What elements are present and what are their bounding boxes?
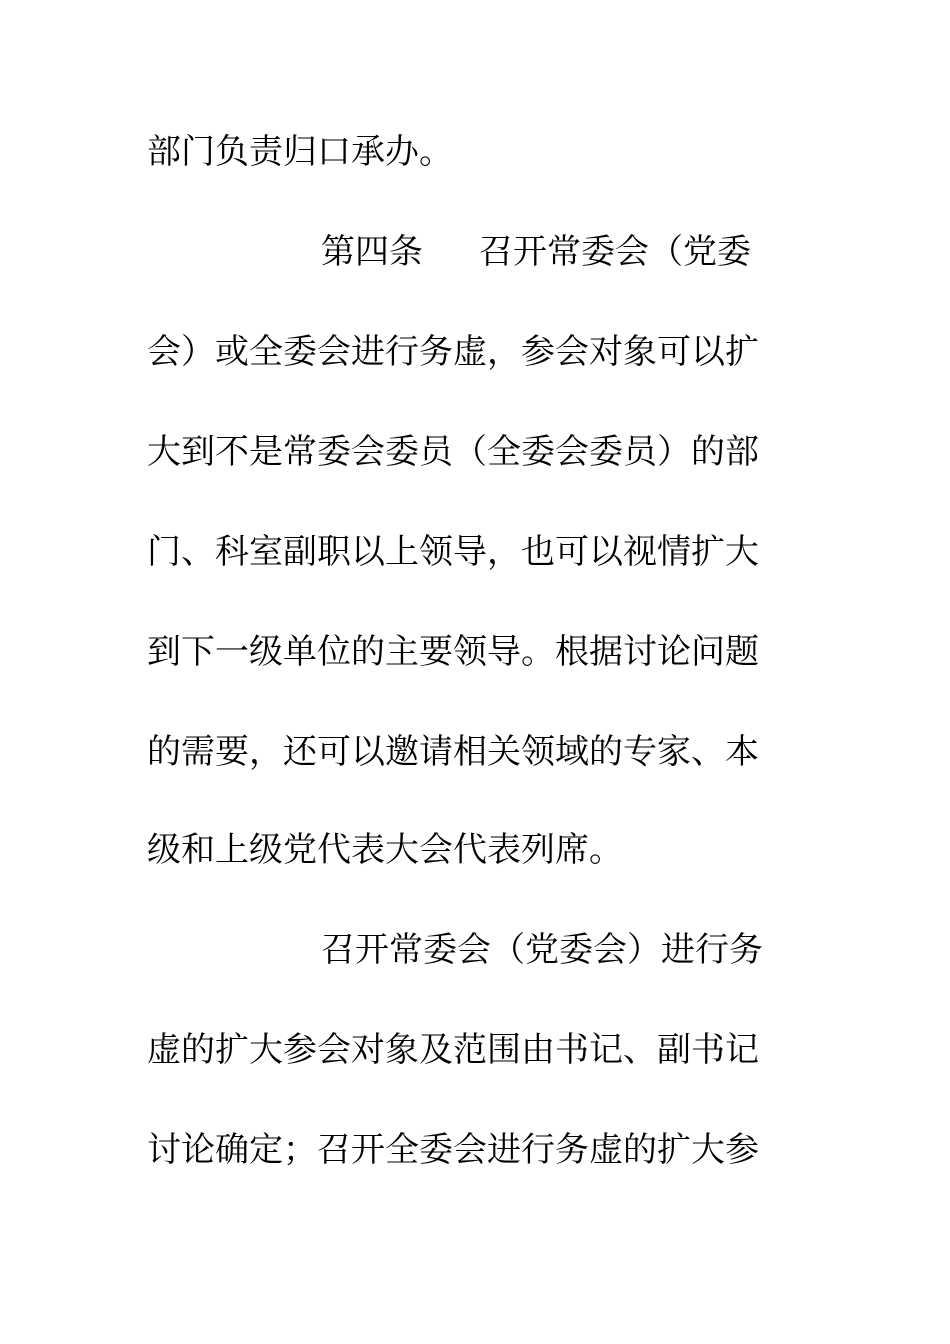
text-line-7: 的需要，还可以邀请相关领域的专家、本 <box>147 732 759 772</box>
text-line-5: 门、科室副职以上领导，也可以视情扩大 <box>147 532 759 572</box>
text-line-10: 虚的扩大参会对象及范围由书记、副书记 <box>147 1030 759 1070</box>
text-line-11: 讨论确定；召开全委会进行务虚的扩大参 <box>147 1130 759 1170</box>
text-line-9: 召开常委会（党委会）进行务 <box>321 930 763 970</box>
text-line-3: 会）或全委会进行务虚，参会对象可以扩 <box>147 332 759 372</box>
text-line-4: 大到不是常委会委员（全委会委员）的部 <box>147 432 759 472</box>
text-line-8: 级和上级党代表大会代表列席。 <box>147 830 623 870</box>
text-line-1: 部门负责归口承办。 <box>147 132 453 172</box>
text-line-6: 到下一级单位的主要领导。根据讨论问题 <box>147 632 759 672</box>
article-label: 第四条 <box>321 232 423 272</box>
article-heading-line <box>321 232 787 272</box>
text-line-2: 召开常委会（党委 <box>479 232 751 272</box>
